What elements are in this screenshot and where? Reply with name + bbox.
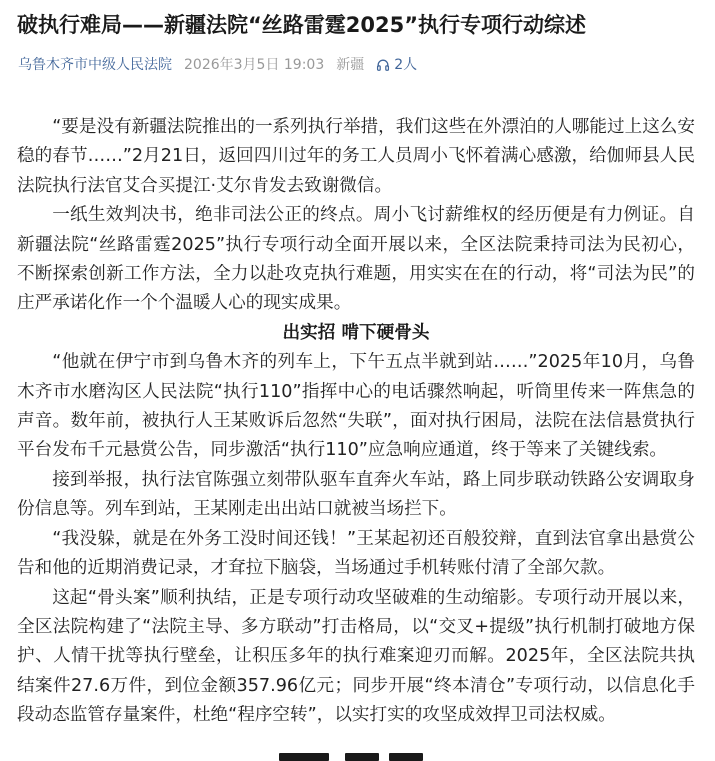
paragraph: 这起“骨头案”顺利执结，正是专项行动攻坚破难的生动缩影。专项行动开展以来，全区法院构建了“法院主导、多方联动”打击格局，以“交叉+提级”执行机制打破地方保护、人情干扰等执行壁垒，让积压多年的执行难案迎刃而解。2025年，全区法院共执结案件27.6万件，到位金额357.96亿元；同步开展“终本清仓”专项行动，以信息化手段动态监管存量案件，杜绝“程序空转”，以实打实的攻坚成效捍卫司法权威。 [17,587,695,726]
paragraph: “我没躲，就是在外务工没时间还钱！”王某起初还百般狡辩，直到法官拿出悬赏公告和他的近期消费记录，才耷拉下脑袋，当场通过手机转账付清了全部欠款。 [17,528,695,579]
region-label: 新疆 [336,57,365,73]
listener-count: 2人 [394,57,418,73]
clipped-text-fragment [345,753,379,761]
article-title: 破执行难局——新疆法院“丝路雷霆2025”执行专项行动综述 [17,13,587,37]
source-link[interactable]: 乌鲁木齐市中级人民法院 [18,57,172,73]
next-section-heading-clipped [17,731,695,760]
paragraph: “要是没有新疆法院推出的一系列执行举措，我们这些在外漂泊的人哪能过上这么安稳的春节……”2月21日，返回四川过年的务工人员周小飞怀着满心感激，给伽师县人民法院执行法官艾合买提江·艾尔肯发去致谢微信。 [17,117,695,196]
section-heading: 出实招 啃下硬骨头 [282,322,430,343]
publish-date: 2026年3月5日 19:03 [184,57,325,73]
clipped-text-fragment [279,753,329,761]
listen-button[interactable] [376,54,417,76]
headphones-icon [376,58,390,72]
article-meta [18,54,417,76]
paragraph: 接到举报，执行法官陈强立刻带队驱车直奔火车站，路上同步联动铁路公安调取身份信息等。列车到站，王某刚走出出站口就被当场拦下。 [17,469,695,520]
article-body [17,113,695,760]
clipped-text-fragment [389,753,423,761]
paragraph: “他就在伊宁市到乌鲁木齐的列车上，下午五点半就到站……”2025年10月，乌鲁木齐市水磨沟区人民法院“执行110”指挥中心的电话骤然响起，听筒里传来一阵焦急的声音。数年前，被执行人王某败诉后忽然“失联”，面对执行困局，法院在法信悬赏执行平台发布千元悬赏公告，同步激活“执行110”应急响应通道，终于等来了关键线索。 [17,352,695,461]
paragraph: 一纸生效判决书，绝非司法公正的终点。周小飞讨薪维权的经历便是有力例证。自新疆法院“丝路雷霆2025”执行专项行动全面开展以来，全区法院秉持司法为民初心，不断探索创新工作方法，全力以赴攻克执行难题，用实实在在的行动，将“司法为民”的庄严承诺化作一个个温暖人心的现实成果。 [17,205,695,314]
